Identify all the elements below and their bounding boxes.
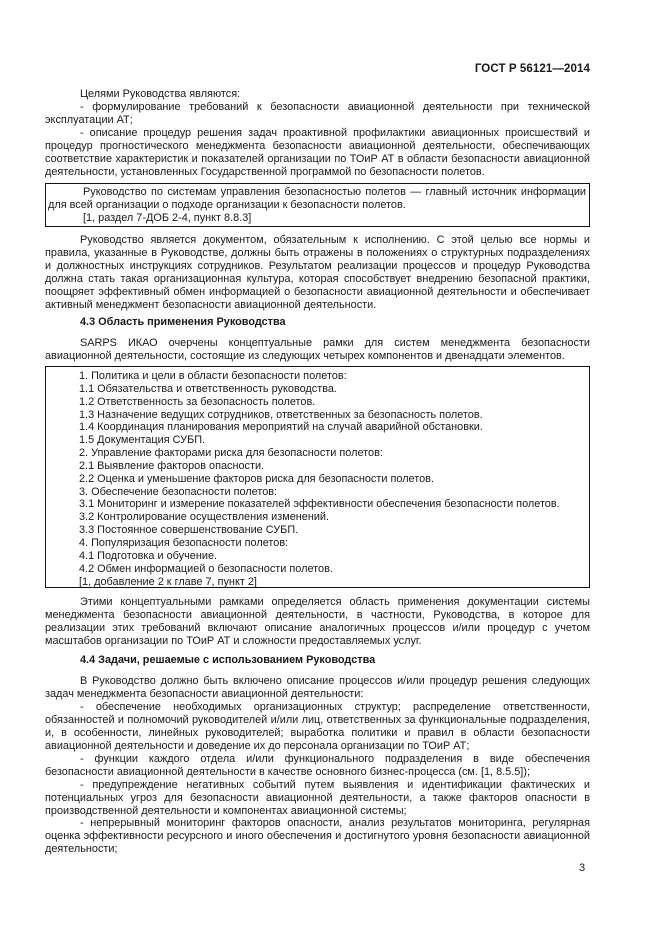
framework-item: 1.3 Назначение ведущих сотрудников, ответственных за безопасность полетов. xyxy=(79,408,483,421)
section-heading: 4.3 Область применения Руководства xyxy=(80,316,286,328)
framework-item: 2.1 Выявление факторов опасности. xyxy=(79,459,265,472)
document-id-header: ГОСТ Р 56121—2014 xyxy=(474,63,590,75)
framework-item: 2. Управление факторами риска для безопасности полетов: xyxy=(79,447,383,460)
task-item: - функции каждого отдела и/или функционального подразделения в виде обеспечения безопасности авиационной деятельности в качестве основного бизнес-процесса (см. [1, 8.5.5]); xyxy=(45,752,590,778)
section-4-4 xyxy=(45,654,590,856)
goal-item: - формулирование требований к безопасности авиационной деятельности при технической эксплуатации АТ; xyxy=(45,100,590,126)
framework-outro: Этими концептуальными рамками определяется область применения документации системы менеджмента безопасности авиационной деятельности, в частности, Руководства, в которое для реализации этих требований включают описание аналогичных процессов и/или процедур с учетом масштабов организации по ТОиР АТ и сложности предоставляемых услуг. xyxy=(45,596,590,647)
framework-box xyxy=(45,366,590,588)
framework-item: 1. Политика и цели в области безопасности полетов: xyxy=(79,370,347,382)
goal-item: - описание процедур решения задач проактивной профилактики авиационных происшествий и процедур прогностического менеджмента безопасности авиационной деятельности, обеспечивающих соответствие характеристик и показателей организации по ТОиР АТ в области безопасности авиационной деятельности, установленных Государственной программой по безопасности полетов. xyxy=(45,126,590,178)
framework-outro-block xyxy=(45,596,590,648)
framework-item: 3. Обеспечение безопасности полетов: xyxy=(79,485,278,498)
framework-item: 1.4 Координация планирования мероприятий на случай аварийной обстановки. xyxy=(79,421,483,434)
framework-item: 3.1 Мониторинг и измерение показателей эффективности обеспечения безопасности полетов. xyxy=(79,498,560,511)
task-item: - обеспечение необходимых организационных структур; распределение ответственности, обязанностей и полномочий руководителей и/или лиц, ответственных за функциональные подразделения, и, в особенности, линейных руководителей; выработка политики и правил в области безопасности авиационной деятельности и доведение их до персонала организации по ТОиР АТ; xyxy=(45,700,590,752)
page-number: 3 xyxy=(579,862,586,874)
framework-item: 1.1 Обязательства и ответственность руководства. xyxy=(79,382,337,395)
framework-item: 4. Популяризация безопасности полетов: xyxy=(79,536,289,549)
quote-text: Руководство по системам управления безопасностью полетов — главный источник информации для всей организации о подходе организации к безопасности полетов. xyxy=(48,186,586,211)
framework-item: 1.5 Документация СУБП. xyxy=(79,434,206,447)
framework-reference: [1, добавление 2 к главе 7, пункт 2] xyxy=(79,575,257,588)
framework-item: 4.1 Подготовка и обучение. xyxy=(79,549,218,562)
framework-item: 4.2 Обмен информацией о безопасности полетов. xyxy=(79,562,333,575)
binding-paragraph: Руководство является документом, обязательным к исполнению. С этой целью все нормы и правила, указанные в Руководстве, должны быть отражены в положениях о структурных подразделениях и должностных инструкциях сотрудников. Результатом реализации процессов и процедур Руководства должна стать такая организационная культура, которая способствует внедрению безопасной практики, поощряет эффективный обмен информацией о безопасности авиационной деятельности и обеспечивает активный менеджмент безопасности авиационной деятельности. xyxy=(45,234,590,311)
framework-item: 1.2 Ответственность за безопасность полетов. xyxy=(79,395,316,408)
section-heading: 4.4 Задачи, решаемые с использованием Руководства xyxy=(80,654,376,666)
section-intro: В Руководство должно быть включено описание процессов и/или процедур решения следующих задач менеджмента безопасности авиационной деятельности: xyxy=(45,675,590,700)
task-item: - предупреждение негативных событий путем выявления и идентификации фактических и потенциальных угроз для безопасности авиационной деятельности, а также факторов опасности в производственной деятельности и компонентах авиационной системы; xyxy=(45,778,590,817)
quote-box xyxy=(45,183,590,227)
binding-paragraph-block xyxy=(45,234,590,312)
section-intro: SARPS ИКАО очерчены концептуальные рамки для систем менеджмента безопасности авиационной деятельности, состоящие из следующих четырех компонентов и двенадцати элементов. xyxy=(45,337,590,362)
goals-block xyxy=(45,88,590,179)
framework-item: 2.2 Оценка и уменьшение факторов риска для безопасности полетов. xyxy=(79,472,434,485)
task-item: - непрерывный мониторинг факторов опасности, анализ результатов мониторинга, регулярная оценка эффективности ресурсного и иного обеспечения и достигнутого уровня безопасности авиационной деятельности; xyxy=(45,817,590,856)
framework-item: 3.2 Контролирование осуществления изменений. xyxy=(79,511,330,524)
goals-title: Целями Руководства являются: xyxy=(80,88,241,100)
section-4-3 xyxy=(45,316,590,363)
quote-reference: [1, раздел 7-ДОБ 2-4, пункт 8.8.3] xyxy=(83,211,252,224)
framework-item: 3.3 Постоянное совершенствование СУБП. xyxy=(79,524,299,537)
